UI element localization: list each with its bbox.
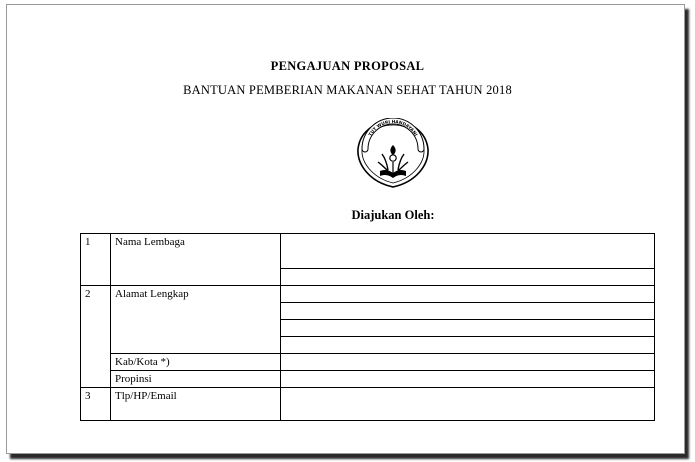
document-subtitle: BANTUAN PEMBERIAN MAKANAN SEHAT TAHUN 2018 bbox=[183, 83, 512, 97]
field-label-kab-kota: Kab/Kota *) bbox=[111, 354, 281, 371]
nama-lembaga-value-line-1[interactable] bbox=[281, 234, 655, 269]
table-row bbox=[81, 286, 655, 303]
tlp-hp-email-value[interactable] bbox=[281, 388, 655, 421]
row-number-cell: 1 bbox=[81, 234, 111, 269]
tut-wuri-handayani-logo bbox=[352, 118, 434, 190]
nama-lembaga-value-line-2[interactable] bbox=[281, 269, 655, 286]
field-label-nama-lembaga: Nama Lembaga bbox=[111, 234, 281, 286]
alamat-value-line-2[interactable] bbox=[281, 303, 655, 320]
row-number-cell-empty bbox=[81, 320, 111, 337]
row-number-cell-empty bbox=[81, 371, 111, 388]
alamat-value-line-4[interactable] bbox=[281, 337, 655, 354]
submitted-by-heading: Diajukan Oleh: bbox=[351, 208, 435, 222]
table-row bbox=[81, 234, 655, 269]
document-title: PENGAJUAN PROPOSAL bbox=[270, 59, 425, 73]
table-row bbox=[81, 388, 655, 421]
kab-kota-value[interactable] bbox=[281, 354, 655, 371]
row-number-cell-empty bbox=[81, 337, 111, 354]
row-number-cell: 3 bbox=[81, 388, 111, 421]
field-label-propinsi: Propinsi bbox=[111, 371, 281, 388]
alamat-value-line-3[interactable] bbox=[281, 320, 655, 337]
row-number-cell-empty bbox=[81, 354, 111, 371]
logo-motto-text: TUT WURI HANDAYANI bbox=[368, 119, 418, 138]
table-row bbox=[81, 354, 655, 371]
row-number-cell-empty bbox=[81, 303, 111, 320]
table-row bbox=[81, 371, 655, 388]
alamat-value-line-1[interactable] bbox=[281, 286, 655, 303]
row-number-cell: 2 bbox=[81, 286, 111, 303]
row-number-cell-empty bbox=[81, 269, 111, 286]
proposal-form-table bbox=[80, 233, 655, 421]
field-label-tlp-hp-email: Tlp/HP/Email bbox=[111, 388, 281, 421]
propinsi-value[interactable] bbox=[281, 371, 655, 388]
field-label-alamat-lengkap: Alamat Lengkap bbox=[111, 286, 281, 354]
